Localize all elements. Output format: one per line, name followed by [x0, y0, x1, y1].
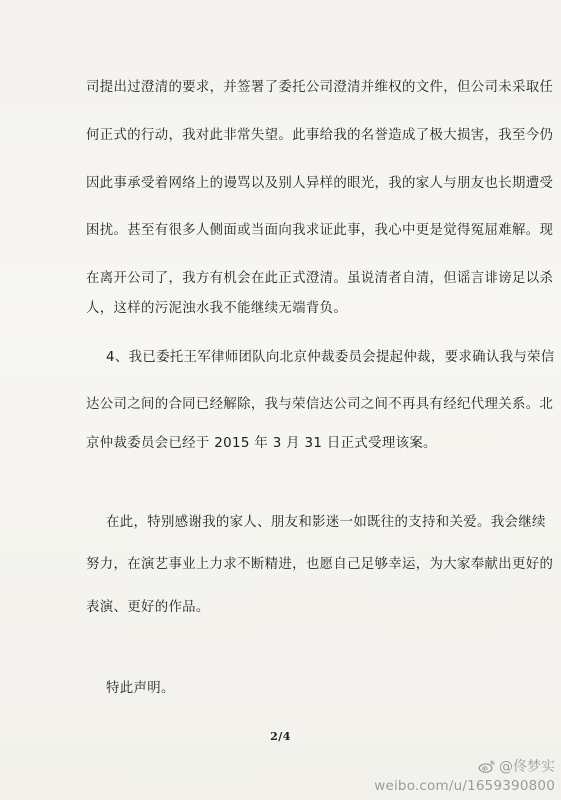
weibo-logo-icon [478, 759, 496, 773]
closing-statement: 特此声明。 [106, 681, 175, 696]
body-line-6: 人，这样的污泥浊水我不能继续无端背负。 [86, 301, 348, 316]
item-4-line-3: 京仲裁委员会已经于 2015 年 3 月 31 日正式受理该案。 [86, 436, 437, 451]
body-line-5: 在离开公司了，我方有机会在此正式澄清。虽说清者自清，但谣言诽谤足以杀 [86, 271, 554, 286]
thanks-line-2: 努力，在演艺事业上力求不断精进，也愿自己足够幸运，为大家奉献出更好的 [86, 557, 554, 572]
body-line-1: 司提出过澄清的要求，并签署了委托公司澄清并维权的文件，但公司未采取任 [86, 80, 554, 95]
body-line-3: 因此事承受着网络上的谩骂以及别人异样的眼光，我的家人与朋友也长期遭受 [86, 176, 554, 191]
thanks-line-1: 在此，特别感谢我的家人、朋友和影迷一如既往的支持和关爱。我会继续 [106, 515, 546, 530]
item-4-line-2: 达公司之间的合同已经解除，我与荣信达公司之间不再具有经纪代理关系。北 [86, 397, 554, 412]
body-line-2: 何正式的行动，我对此非常失望。此事给我的名誉造成了极大损害，我至今仍 [86, 128, 554, 143]
thanks-line-3: 表演、更好的作品。 [86, 600, 210, 615]
watermark-url: weibo.com/u/1659390800 [374, 778, 555, 794]
watermark-handle: @佟梦实 [499, 759, 555, 775]
weibo-watermark [374, 756, 555, 794]
body-line-4: 困扰。甚至有很多人侧面或当面向我求证此事，我心中更是觉得冤屈难解。现 [86, 223, 554, 238]
item-4-line-1: 4、我已委托王军律师团队向北京仲裁委员会提起仲裁，要求确认我与荣信 [106, 350, 555, 365]
page-number: 2/4 [270, 730, 291, 743]
